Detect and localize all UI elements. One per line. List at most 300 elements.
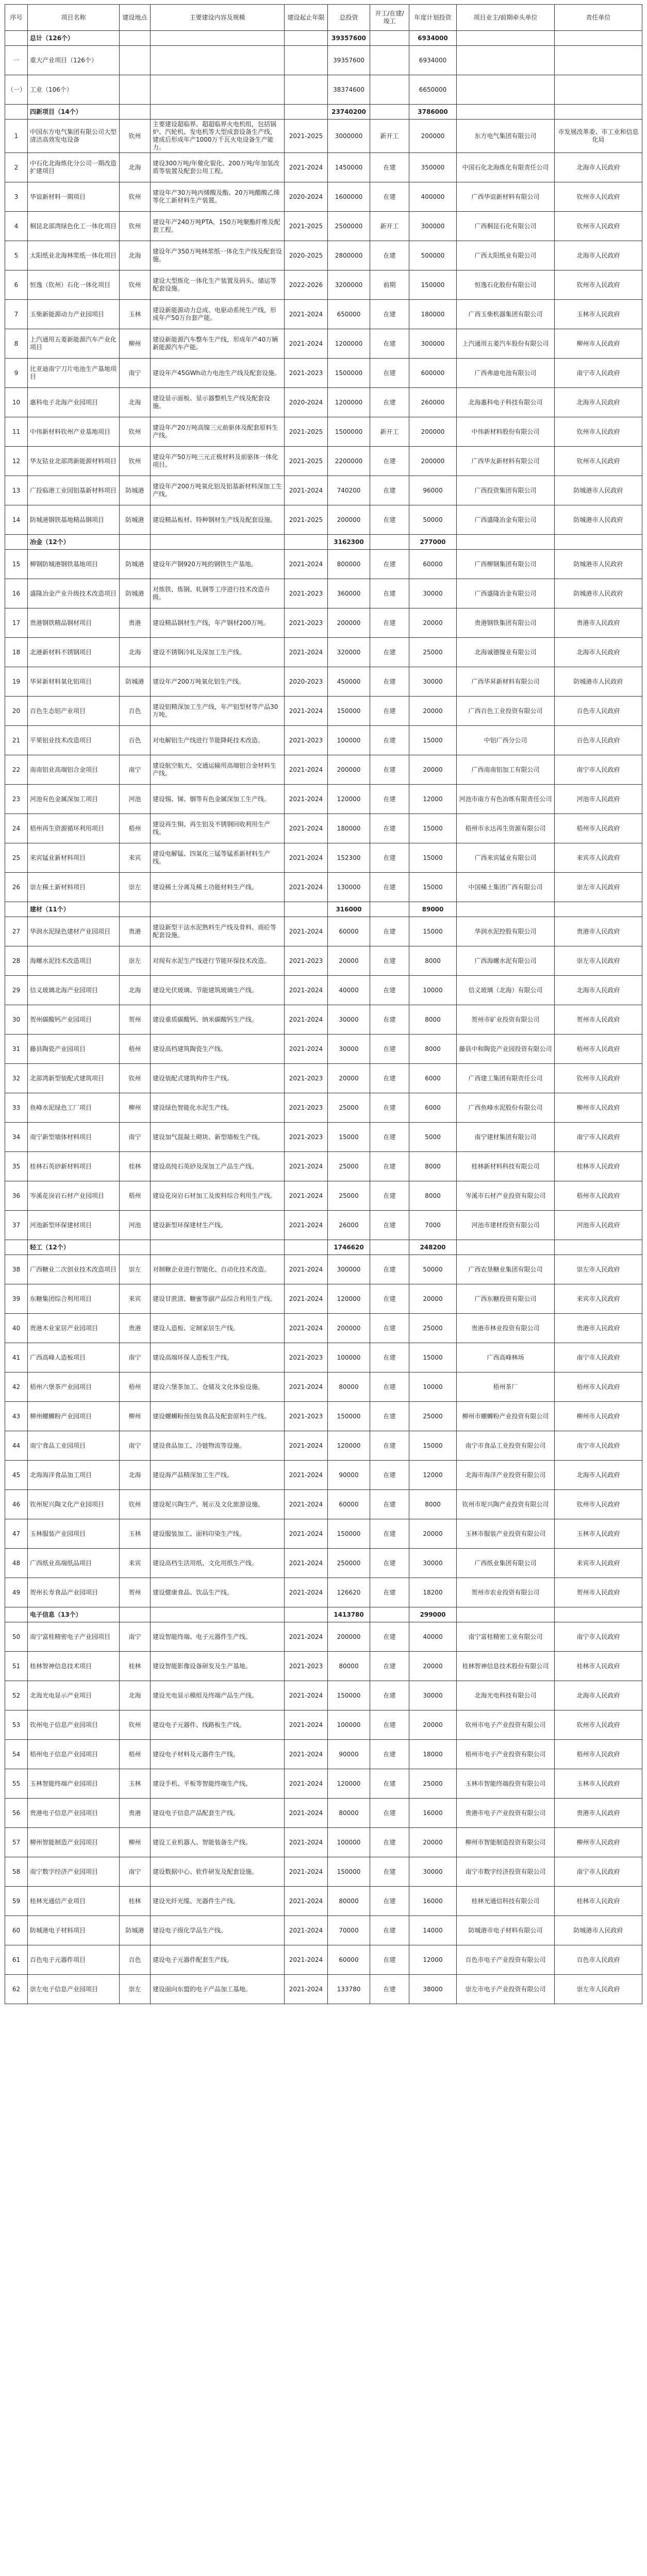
cell-invest: 15000 — [409, 917, 457, 946]
cell-owner — [457, 902, 555, 917]
cell-status: 在建 — [370, 1372, 409, 1402]
cell-location: 崇左 — [120, 873, 151, 902]
cell-seq — [5, 31, 28, 46]
cell-invest: 20000 — [409, 1828, 457, 1857]
cell-dept: 桂林市人民政府 — [555, 1652, 642, 1681]
cell-period: 2021-2024 — [285, 1887, 328, 1916]
table-row — [5, 638, 642, 667]
cell-location: 北海 — [120, 241, 151, 270]
cell-period: 2021-2023 — [285, 608, 328, 638]
cell-seq: 23 — [5, 785, 28, 814]
cell-status: 在建 — [370, 1211, 409, 1240]
cell-period: 2021-2024 — [285, 476, 328, 505]
cell-seq: 20 — [5, 697, 28, 726]
cell-owner: 广西玉柴机器集团有限公司 — [457, 300, 555, 329]
cell-total: 2800000 — [328, 241, 370, 270]
cell-dept: 梧州市人民政府 — [555, 1740, 642, 1769]
cell-name: 盛隆冶金产业升级技术改造项目 — [28, 579, 120, 608]
cell-period: 2021-2024 — [285, 1372, 328, 1402]
section-plan: 299000 — [409, 1607, 457, 1622]
cell-dept: 梧州市人民政府 — [555, 1181, 642, 1211]
cell-period — [285, 31, 328, 46]
cell-status: 在建 — [370, 359, 409, 388]
cell-invest: 15000 — [409, 843, 457, 873]
cell-dept: 柳州市人民政府 — [555, 1828, 642, 1857]
cell-location: 梧州 — [120, 1035, 151, 1064]
cell-period: 2021-2023 — [285, 1123, 328, 1152]
header-seq: 序号 — [5, 5, 28, 31]
cell-status: 新开工 — [370, 417, 409, 447]
cell-period: 2021-2024 — [285, 1622, 328, 1652]
cell-seq: 26 — [5, 873, 28, 902]
cell-content: 建设显示面板、显示器整机生产线及配套设施。 — [151, 388, 285, 417]
cell-name: 玉林服装产业园项目 — [28, 1519, 120, 1549]
cell-location: 南宁 — [120, 1123, 151, 1152]
cell-total: 30000 — [328, 1005, 370, 1035]
cell-content: 主要建设超临界、超超临界火电机组，包括锅炉、汽轮机、发电机等大型成套设备生产线，建成后形成年产1000万千瓦火电设备生产能力。 — [151, 120, 285, 153]
cell-period: 2021-2024 — [285, 1799, 328, 1828]
cell-invest: 50000 — [409, 505, 457, 535]
cell-owner: 北海惠科电子科技有限公司 — [457, 388, 555, 417]
cell-status: 在建 — [370, 1152, 409, 1181]
cell-invest: 260000 — [409, 388, 457, 417]
cell-seq: 61 — [5, 1945, 28, 1975]
table-row — [5, 1005, 642, 1035]
table-row — [5, 873, 642, 902]
cell-invest: 12000 — [409, 1945, 457, 1975]
cell-owner: 百色市电子产业投资有限公司 — [457, 1945, 555, 1975]
section-plan: 248200 — [409, 1240, 457, 1255]
cell-location: 玉林 — [120, 300, 151, 329]
cell-name: 南南铝业高端铝合金项目 — [28, 755, 120, 785]
cell-status: 在建 — [370, 241, 409, 270]
cell-content: 建设坭兴陶生产、展示及文化旅游设施。 — [151, 1490, 285, 1519]
header-content: 主要建设内容及规模 — [151, 5, 285, 31]
cell-total: 80000 — [328, 1372, 370, 1402]
cell-total: 3200000 — [328, 270, 370, 300]
cell-period: 2021-2024 — [285, 1740, 328, 1769]
cell-status: 在建 — [370, 785, 409, 814]
cell-location: 河池 — [120, 1211, 151, 1240]
cell-seq — [5, 1607, 28, 1622]
cell-dept: 梧州市人民政府 — [555, 1372, 642, 1402]
cell-name: 中国东方电气集团有限公司大型清洁高效发电设备 — [28, 120, 120, 153]
cell-content: 建设绿色智能化水泥生产线。 — [151, 1093, 285, 1123]
cell-dept — [555, 75, 642, 105]
cell-period: 2020-2023 — [285, 667, 328, 697]
section-row — [5, 535, 642, 550]
cell-content: 建设人造板、定制家居生产线。 — [151, 1314, 285, 1343]
cell-status: 在建 — [370, 1549, 409, 1578]
cell-owner — [457, 105, 555, 120]
cell-location: 来宾 — [120, 1284, 151, 1314]
cell-invest: 180000 — [409, 300, 457, 329]
cell-seq: 57 — [5, 1828, 28, 1857]
cell-dept: 北海市人民政府 — [555, 1461, 642, 1490]
cell-owner — [457, 1240, 555, 1255]
cell-period: 2020-2024 — [285, 182, 328, 212]
cell-dept: 柳州市人民政府 — [555, 1402, 642, 1431]
cell-total: 1200000 — [328, 329, 370, 359]
table-row — [5, 212, 642, 241]
cell-owner: 广西海螺水泥有限公司 — [457, 946, 555, 976]
cell-seq: （一） — [5, 75, 28, 105]
table-row — [5, 1857, 642, 1887]
cell-total: 150000 — [328, 697, 370, 726]
cell-content: 建设新型环保建材生产线。 — [151, 1211, 285, 1240]
cell-seq: 41 — [5, 1343, 28, 1372]
cell-location — [120, 902, 151, 917]
cell-status: 新开工 — [370, 120, 409, 153]
cell-location: 钦州 — [120, 1490, 151, 1519]
cell-name: 华友钴业北部湾新能源材料项目 — [28, 447, 120, 476]
cell-seq: 46 — [5, 1490, 28, 1519]
cell-invest: 20000 — [409, 1710, 457, 1740]
cell-period: 2022-2026 — [285, 270, 328, 300]
table-row — [5, 1402, 642, 1431]
cell-name: 来宾锰业新材料项目 — [28, 843, 120, 873]
cell-invest: 200000 — [409, 417, 457, 447]
cell-content: 建设年产200万吨氧化铝生产线。 — [151, 667, 285, 697]
cell-period: 2021-2023 — [285, 726, 328, 755]
cell-invest: 20000 — [409, 608, 457, 638]
table-row — [5, 726, 642, 755]
cell-location — [120, 31, 151, 46]
cell-total: 800000 — [328, 550, 370, 579]
cell-owner: 钦州市电子产业投资有限公司 — [457, 1710, 555, 1740]
cell-invest: 15000 — [409, 814, 457, 843]
cell-total: 80000 — [328, 1652, 370, 1681]
cell-invest: 30000 — [409, 667, 457, 697]
table-body — [5, 31, 642, 2004]
cell-invest: 14000 — [409, 1916, 457, 1945]
cell-seq: 15 — [5, 550, 28, 579]
cell-status: 在建 — [370, 814, 409, 843]
cell-location: 玉林 — [120, 1519, 151, 1549]
cell-seq: 55 — [5, 1769, 28, 1799]
cell-period: 2021-2024 — [285, 1828, 328, 1857]
table-row — [5, 608, 642, 638]
table-row — [5, 1578, 642, 1607]
cell-seq: 24 — [5, 814, 28, 843]
section-row — [5, 1240, 642, 1255]
cell-owner: 南宁市数字经济投资有限公司 — [457, 1857, 555, 1887]
cell-dept: 百色市人民政府 — [555, 1945, 642, 1975]
cell-status: 前期 — [370, 270, 409, 300]
cell-owner: 钦州市坭兴陶产业投资有限公司 — [457, 1490, 555, 1519]
cell-invest: 15000 — [409, 726, 457, 755]
cell-period: 2021-2024 — [285, 1549, 328, 1578]
cell-total: 1200000 — [328, 388, 370, 417]
cell-content: 建设健康食品、饮品生产线。 — [151, 1578, 285, 1607]
cell-content — [151, 902, 285, 917]
cell-status: 在建 — [370, 1578, 409, 1607]
cell-owner: 岑溪市石材产业投资有限公司 — [457, 1181, 555, 1211]
cell-name: 南宁食品工业园项目 — [28, 1431, 120, 1461]
cell-invest: 300000 — [409, 329, 457, 359]
cell-name: 崇左稀土新材料项目 — [28, 873, 120, 902]
cell-seq: 48 — [5, 1549, 28, 1578]
cell-total: 150000 — [328, 1519, 370, 1549]
cell-total: 320000 — [328, 638, 370, 667]
cell-dept: 贵港市人民政府 — [555, 917, 642, 946]
cell-invest: 20000 — [409, 697, 457, 726]
cell-location: 崇左 — [120, 1975, 151, 2004]
cell-total: 1600000 — [328, 182, 370, 212]
cell-status: 在建 — [370, 447, 409, 476]
cell-location: 防城港 — [120, 1916, 151, 1945]
cell-content: 建设稀土分离及稀土功能材料生产线。 — [151, 873, 285, 902]
cell-status: 在建 — [370, 476, 409, 505]
cell-content — [151, 46, 285, 75]
cell-period: 2021-2024 — [285, 1035, 328, 1064]
cell-period: 2021-2024 — [285, 550, 328, 579]
table-row — [5, 1710, 642, 1740]
cell-period: 2021-2024 — [285, 1975, 328, 2004]
cell-status: 在建 — [370, 1064, 409, 1093]
cell-owner: 贺州市农业投资有限公司 — [457, 1578, 555, 1607]
cell-period: 2021-2024 — [285, 785, 328, 814]
cell-name: 广投临港工业园铝基新材料项目 — [28, 476, 120, 505]
cell-dept: 钦州市人民政府 — [555, 1064, 642, 1093]
cell-owner: 北海诚德镍业有限公司 — [457, 638, 555, 667]
cell-invest: 30000 — [409, 1549, 457, 1578]
cell-dept — [555, 902, 642, 917]
table-row — [5, 1740, 642, 1769]
cell-status: 在建 — [370, 329, 409, 359]
cell-content: 建设年产50万吨三元正极材料及前驱体一体化项目。 — [151, 447, 285, 476]
cell-invest: 96000 — [409, 476, 457, 505]
cell-total: 80000 — [328, 1887, 370, 1916]
cell-invest: 50000 — [409, 1255, 457, 1284]
cell-status — [370, 1607, 409, 1622]
cell-location: 桂林 — [120, 1152, 151, 1181]
cell-location: 玉林 — [120, 1769, 151, 1799]
cell-content — [151, 535, 285, 550]
cell-name: 海螺水泥技术改造项目 — [28, 946, 120, 976]
cell-owner: 恒逸石化股份有限公司 — [457, 270, 555, 300]
cell-name: 华谊新材料一期项目 — [28, 182, 120, 212]
cell-status: 在建 — [370, 1035, 409, 1064]
cell-period: 2021-2024 — [285, 1916, 328, 1945]
section-total: 39357600 — [328, 31, 370, 46]
table-row — [5, 1035, 642, 1064]
table-row — [5, 785, 642, 814]
cell-dept: 崇左市人民政府 — [555, 946, 642, 976]
cell-invest: 10000 — [409, 976, 457, 1005]
cell-status: 在建 — [370, 1005, 409, 1035]
section-total: 3162300 — [328, 535, 370, 550]
cell-dept — [555, 535, 642, 550]
table-row — [5, 1769, 642, 1799]
cell-content: 建设手机、平板等智能终端生产线。 — [151, 1769, 285, 1799]
cell-invest: 6000 — [409, 1064, 457, 1093]
cell-location: 柳州 — [120, 1828, 151, 1857]
cell-location: 北海 — [120, 976, 151, 1005]
cell-total: 26000 — [328, 1211, 370, 1240]
cell-status: 在建 — [370, 1519, 409, 1549]
cell-content: 建设电子元器件、线路板生产线。 — [151, 1710, 285, 1740]
cell-name: 藤县陶瓷产业园项目 — [28, 1035, 120, 1064]
header-owner: 项目业主/前期牵头单位 — [457, 5, 555, 31]
cell-owner: 防城港市电子材料有限公司 — [457, 1916, 555, 1945]
cell-total: 133780 — [328, 1975, 370, 2004]
cell-content: 建设电子信息产品配套生产线。 — [151, 1799, 285, 1828]
cell-name: 崇左电子信息产业园项目 — [28, 1975, 120, 2004]
cell-owner: 广西华谊新材料有限公司 — [457, 182, 555, 212]
cell-seq: 33 — [5, 1093, 28, 1123]
table-row — [5, 300, 642, 329]
cell-invest: 25000 — [409, 1402, 457, 1431]
cell-seq — [5, 1240, 28, 1255]
cell-period — [285, 75, 328, 105]
cell-content: 建设花岗岩石材加工及废料综合利用生产线。 — [151, 1181, 285, 1211]
table-row — [5, 1093, 642, 1123]
cell-period — [285, 535, 328, 550]
section-plan: 6934000 — [409, 31, 457, 46]
cell-content: 建设电子元器件配套生产线。 — [151, 1945, 285, 1975]
cell-owner: 藤县中和陶瓷产业园投资有限公司 — [457, 1035, 555, 1064]
cell-seq: 51 — [5, 1652, 28, 1681]
cell-invest: 8000 — [409, 946, 457, 976]
cell-content: 建设六堡茶加工、仓储及文化体验设施。 — [151, 1372, 285, 1402]
cell-location: 防城港 — [120, 476, 151, 505]
cell-dept: 南宁市人民政府 — [555, 1343, 642, 1372]
cell-status: 在建 — [370, 667, 409, 697]
cell-owner — [457, 75, 555, 105]
table-row — [5, 270, 642, 300]
cell-owner: 广西来宾锰业有限公司 — [457, 843, 555, 873]
cell-total: 25000 — [328, 1181, 370, 1211]
cell-owner: 梧州茶厂 — [457, 1372, 555, 1402]
cell-content — [151, 75, 285, 105]
cell-invest: 8000 — [409, 1152, 457, 1181]
cell-dept: 柳州市人民政府 — [555, 329, 642, 359]
table-header-row — [5, 5, 642, 31]
cell-period: 2021-2024 — [285, 1284, 328, 1314]
cell-seq — [5, 105, 28, 120]
cell-dept: 钦州市人民政府 — [555, 447, 642, 476]
cell-total: 1500000 — [328, 359, 370, 388]
cell-period: 2021-2023 — [285, 946, 328, 976]
section-plan: 89000 — [409, 902, 457, 917]
table-row — [5, 579, 642, 608]
cell-seq: 13 — [5, 476, 28, 505]
cell-content: 建设加气混凝土砌块、新型墙板生产线。 — [151, 1123, 285, 1152]
cell-location — [120, 46, 151, 75]
cell-dept: 来宾市人民政府 — [555, 843, 642, 873]
cell-period: 2021-2024 — [285, 976, 328, 1005]
table-row — [5, 1549, 642, 1578]
cell-owner: 广西鱼峰水泥股份有限公司 — [457, 1093, 555, 1123]
table-row — [5, 417, 642, 447]
cell-seq: 36 — [5, 1181, 28, 1211]
table-row — [5, 946, 642, 976]
cell-name: 广西纸业高端纸品项目 — [28, 1549, 120, 1578]
cell-status: 在建 — [370, 697, 409, 726]
cell-dept: 南宁市人民政府 — [555, 1431, 642, 1461]
cell-name: 钦州电子信息产业园项目 — [28, 1710, 120, 1740]
cell-location: 百色 — [120, 726, 151, 755]
cell-invest: 18000 — [409, 1740, 457, 1769]
cell-name: 北部湾新型装配式建筑项目 — [28, 1064, 120, 1093]
cell-seq: 58 — [5, 1857, 28, 1887]
cell-content: 建设工业机器人、智能装备生产线。 — [151, 1828, 285, 1857]
cell-content: 建设螺蛳粉预包装食品及配套原料生产线。 — [151, 1402, 285, 1431]
cell-dept: 梧州市人民政府 — [555, 1035, 642, 1064]
cell-name: 平果铝业技术改造项目 — [28, 726, 120, 755]
cell-status — [370, 75, 409, 105]
cell-total: 90000 — [328, 1740, 370, 1769]
cell-seq: 9 — [5, 359, 28, 388]
cell-owner: 广西百色工业投资有限公司 — [457, 697, 555, 726]
cell-invest: 20000 — [409, 1284, 457, 1314]
cell-period: 2021-2023 — [285, 1064, 328, 1093]
cell-content: 建设装配式建筑构件生产线。 — [151, 1064, 285, 1093]
cell-total: 200000 — [328, 1314, 370, 1343]
cell-invest: 16000 — [409, 1799, 457, 1828]
cell-seq: 6 — [5, 270, 28, 300]
cell-status: 在建 — [370, 153, 409, 182]
cell-status: 在建 — [370, 1461, 409, 1490]
cell-content: 建设高端环保人造板生产线。 — [151, 1343, 285, 1372]
cell-invest: 30000 — [409, 1681, 457, 1710]
cell-location: 防城港 — [120, 550, 151, 579]
cell-name: 玉柴新能源动力产业园项目 — [28, 300, 120, 329]
cell-dept: 北海市人民政府 — [555, 976, 642, 1005]
cell-owner: 上汽通用五菱汽车股份有限公司 — [457, 329, 555, 359]
section-title: 轻工（12个） — [28, 1240, 120, 1255]
cell-seq: 16 — [5, 579, 28, 608]
cell-name: 玉林智能终端产业园项目 — [28, 1769, 120, 1799]
cell-status — [370, 1240, 409, 1255]
cell-status: 在建 — [370, 1402, 409, 1431]
cell-dept — [555, 1240, 642, 1255]
cell-content — [151, 1607, 285, 1622]
cell-name: 钦州坭兴陶文化产业园项目 — [28, 1490, 120, 1519]
table-row — [5, 1211, 642, 1240]
cell-owner: 玉林市服装产业投资有限公司 — [457, 1519, 555, 1549]
cell-invest: 60000 — [409, 550, 457, 579]
cell-location: 钦州 — [120, 120, 151, 153]
cell-invest: 6934000 — [409, 46, 457, 75]
cell-seq: 30 — [5, 1005, 28, 1035]
cell-total: 2200000 — [328, 447, 370, 476]
cell-total: 150000 — [328, 1857, 370, 1887]
cell-period: 2021-2024 — [285, 1211, 328, 1240]
cell-owner: 南宁市食品工业投资有限公司 — [457, 1431, 555, 1461]
cell-content: 建设光伏玻璃、节能建筑玻璃生产线。 — [151, 976, 285, 1005]
cell-period: 2021-2024 — [285, 329, 328, 359]
cell-dept: 贺州市人民政府 — [555, 1578, 642, 1607]
cell-seq: 56 — [5, 1799, 28, 1828]
cell-status: 在建 — [370, 873, 409, 902]
cell-total: 150000 — [328, 1681, 370, 1710]
cell-name: 河池有色金属深加工项目 — [28, 785, 120, 814]
cell-invest: 600000 — [409, 359, 457, 388]
cell-location: 南宁 — [120, 1857, 151, 1887]
cell-invest: 6000 — [409, 1093, 457, 1123]
cell-location: 桂林 — [120, 1652, 151, 1681]
cell-seq: 43 — [5, 1402, 28, 1431]
table-row — [5, 182, 642, 212]
cell-total: 38374600 — [328, 75, 370, 105]
cell-total: 20000 — [328, 1064, 370, 1093]
cell-invest: 25000 — [409, 1314, 457, 1343]
cell-status: 在建 — [370, 300, 409, 329]
cell-owner: 桂林新材料科技有限公司 — [457, 1152, 555, 1181]
cell-owner: 广西弗迪电池有限公司 — [457, 359, 555, 388]
